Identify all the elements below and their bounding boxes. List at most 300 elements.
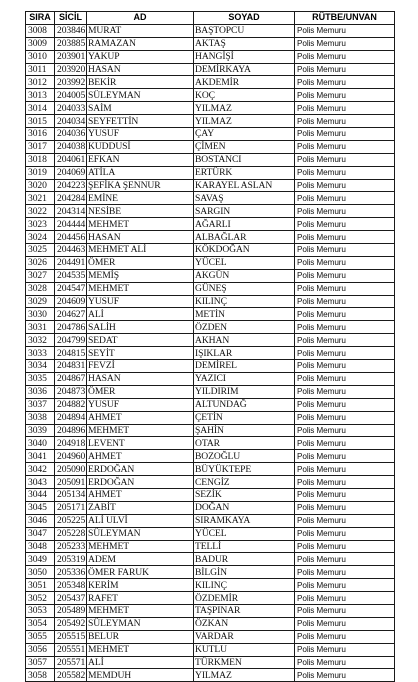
cell-sira: 3020 <box>26 179 55 192</box>
cell-soyad: SAVAŞ <box>194 192 295 205</box>
cell-sicil: 204038 <box>55 140 87 153</box>
cell-soyad: SEZİK <box>194 488 295 501</box>
cell-sira: 3022 <box>26 205 55 218</box>
cell-soyad: DOĞAN <box>194 501 295 514</box>
cell-rutbe: Polis Memuru <box>295 450 395 463</box>
cell-ad: EMİNE <box>87 192 194 205</box>
cell-soyad: AĞARLI <box>194 218 295 231</box>
cell-sicil: 203846 <box>55 24 87 37</box>
table-row <box>26 592 395 605</box>
cell-soyad: YÜCEL <box>194 256 295 269</box>
cell-ad: ÖMER <box>87 256 194 269</box>
cell-sicil: 204491 <box>55 256 87 269</box>
cell-ad: HASAN <box>87 372 194 385</box>
table-row <box>26 256 395 269</box>
cell-ad: MEHMET <box>87 424 194 437</box>
cell-sicil: 204314 <box>55 205 87 218</box>
cell-sicil: 204033 <box>55 102 87 115</box>
table-row <box>26 617 395 630</box>
cell-sira: 3013 <box>26 89 55 102</box>
cell-sira: 3036 <box>26 385 55 398</box>
table-row <box>26 424 395 437</box>
cell-ad: SÜLEYMAN <box>87 527 194 540</box>
cell-soyad: SARGIN <box>194 205 295 218</box>
cell-sira: 3025 <box>26 244 55 257</box>
cell-ad: MEMDUH <box>87 669 194 682</box>
cell-soyad: DEMİRKAYA <box>194 63 295 76</box>
cell-sicil: 204627 <box>55 308 87 321</box>
cell-rutbe: Polis Memuru <box>295 501 395 514</box>
cell-sicil: 204786 <box>55 321 87 334</box>
cell-rutbe: Polis Memuru <box>295 244 395 257</box>
cell-ad: NESİBE <box>87 205 194 218</box>
cell-sira: 3023 <box>26 218 55 231</box>
cell-sira: 3021 <box>26 192 55 205</box>
cell-soyad: YILDIRIM <box>194 385 295 398</box>
cell-soyad: BÜYÜKTEPE <box>194 463 295 476</box>
table-row <box>26 321 395 334</box>
cell-ad: ZABİT <box>87 501 194 514</box>
cell-sicil: 205233 <box>55 540 87 553</box>
cell-ad: SALİH <box>87 321 194 334</box>
cell-ad: YUSUF <box>87 295 194 308</box>
table-row <box>26 37 395 50</box>
cell-ad: ERDOĞAN <box>87 476 194 489</box>
cell-sicil: 205551 <box>55 643 87 656</box>
cell-soyad: BOZOĞLU <box>194 450 295 463</box>
table-row <box>26 295 395 308</box>
cell-sicil: 203920 <box>55 63 87 76</box>
cell-sicil: 204061 <box>55 153 87 166</box>
table-row <box>26 102 395 115</box>
table-row <box>26 308 395 321</box>
cell-ad: ALİ <box>87 656 194 669</box>
cell-ad: RAFET <box>87 592 194 605</box>
table-row <box>26 372 395 385</box>
header-rutbe-unvan: RÜTBE/UNVAN <box>295 12 395 25</box>
cell-rutbe: Polis Memuru <box>295 527 395 540</box>
cell-rutbe: Polis Memuru <box>295 334 395 347</box>
cell-sira: 3042 <box>26 463 55 476</box>
personnel-list-sheet <box>25 11 394 682</box>
cell-sira: 3010 <box>26 50 55 63</box>
table-row <box>26 476 395 489</box>
table-row <box>26 153 395 166</box>
cell-ad: YUSUF <box>87 398 194 411</box>
cell-sira: 3040 <box>26 437 55 450</box>
cell-ad: EFKAN <box>87 153 194 166</box>
cell-ad: ÖMER <box>87 385 194 398</box>
cell-rutbe: Polis Memuru <box>295 37 395 50</box>
cell-ad: AHMET <box>87 488 194 501</box>
cell-rutbe: Polis Memuru <box>295 308 395 321</box>
cell-rutbe: Polis Memuru <box>295 360 395 373</box>
table-row <box>26 411 395 424</box>
cell-soyad: BİLGİN <box>194 566 295 579</box>
cell-sira: 3058 <box>26 669 55 682</box>
cell-soyad: KUTLU <box>194 643 295 656</box>
cell-ad: ALİ <box>87 308 194 321</box>
cell-soyad: BADUR <box>194 553 295 566</box>
cell-soyad: YÜCEL <box>194 527 295 540</box>
cell-ad: ERDOĞAN <box>87 463 194 476</box>
cell-rutbe: Polis Memuru <box>295 76 395 89</box>
cell-soyad: YILMAZ <box>194 102 295 115</box>
table-row <box>26 450 395 463</box>
cell-ad: KUDDUSİ <box>87 140 194 153</box>
table-row <box>26 656 395 669</box>
cell-rutbe: Polis Memuru <box>295 63 395 76</box>
cell-ad: ALİ ULVİ <box>87 514 194 527</box>
cell-rutbe: Polis Memuru <box>295 102 395 115</box>
table-row <box>26 604 395 617</box>
cell-sira: 3046 <box>26 514 55 527</box>
cell-rutbe: Polis Memuru <box>295 630 395 643</box>
cell-sira: 3047 <box>26 527 55 540</box>
cell-ad: HASAN <box>87 63 194 76</box>
cell-rutbe: Polis Memuru <box>295 643 395 656</box>
table-row <box>26 398 395 411</box>
cell-soyad: ERTÜRK <box>194 166 295 179</box>
cell-soyad: ÇAY <box>194 128 295 141</box>
cell-sira: 3028 <box>26 282 55 295</box>
cell-sicil: 204005 <box>55 89 87 102</box>
cell-ad: SEDAT <box>87 334 194 347</box>
table-body <box>26 24 395 681</box>
cell-sicil: 205091 <box>55 476 87 489</box>
table-row <box>26 63 395 76</box>
cell-rutbe: Polis Memuru <box>295 166 395 179</box>
cell-rutbe: Polis Memuru <box>295 153 395 166</box>
cell-ad: BELUR <box>87 630 194 643</box>
cell-rutbe: Polis Memuru <box>295 437 395 450</box>
cell-sicil: 204831 <box>55 360 87 373</box>
cell-sicil: 204535 <box>55 269 87 282</box>
cell-sicil: 205171 <box>55 501 87 514</box>
header-sira: SIRA <box>26 12 55 25</box>
cell-sicil: 204882 <box>55 398 87 411</box>
cell-rutbe: Polis Memuru <box>295 179 395 192</box>
cell-ad: BEKİR <box>87 76 194 89</box>
cell-ad: SEYFETTİN <box>87 115 194 128</box>
cell-soyad: KILINÇ <box>194 579 295 592</box>
header-ad: AD <box>87 12 194 25</box>
cell-sicil: 205515 <box>55 630 87 643</box>
cell-sicil: 205225 <box>55 514 87 527</box>
cell-ad: FEVZİ <box>87 360 194 373</box>
cell-ad: SEYİT <box>87 347 194 360</box>
cell-rutbe: Polis Memuru <box>295 463 395 476</box>
cell-sira: 3054 <box>26 617 55 630</box>
table-row <box>26 463 395 476</box>
cell-sira: 3008 <box>26 24 55 37</box>
table-row <box>26 514 395 527</box>
cell-rutbe: Polis Memuru <box>295 218 395 231</box>
header-soyad: SOYAD <box>194 12 295 25</box>
cell-rutbe: Polis Memuru <box>295 617 395 630</box>
table-row <box>26 437 395 450</box>
table-row <box>26 579 395 592</box>
cell-soyad: ALTUNDAĞ <box>194 398 295 411</box>
cell-ad: MURAT <box>87 24 194 37</box>
cell-sicil: 205319 <box>55 553 87 566</box>
cell-ad: KERİM <box>87 579 194 592</box>
cell-rutbe: Polis Memuru <box>295 514 395 527</box>
cell-sicil: 204799 <box>55 334 87 347</box>
cell-sicil: 204223 <box>55 179 87 192</box>
cell-soyad: OTAR <box>194 437 295 450</box>
cell-soyad: ÇETİN <box>194 411 295 424</box>
cell-sira: 3012 <box>26 76 55 89</box>
cell-sira: 3026 <box>26 256 55 269</box>
cell-sira: 3011 <box>26 63 55 76</box>
cell-rutbe: Polis Memuru <box>295 385 395 398</box>
personnel-table <box>25 11 395 682</box>
cell-sira: 3035 <box>26 372 55 385</box>
cell-soyad: AKGÜN <box>194 269 295 282</box>
cell-soyad: YILMAZ <box>194 669 295 682</box>
cell-ad: YAKUP <box>87 50 194 63</box>
table-row <box>26 192 395 205</box>
table-row <box>26 360 395 373</box>
cell-rutbe: Polis Memuru <box>295 540 395 553</box>
cell-ad: SAİM <box>87 102 194 115</box>
table-row <box>26 218 395 231</box>
cell-rutbe: Polis Memuru <box>295 205 395 218</box>
cell-sicil: 205437 <box>55 592 87 605</box>
cell-rutbe: Polis Memuru <box>295 604 395 617</box>
cell-rutbe: Polis Memuru <box>295 347 395 360</box>
cell-rutbe: Polis Memuru <box>295 321 395 334</box>
cell-sira: 3014 <box>26 102 55 115</box>
table-row <box>26 385 395 398</box>
cell-ad: ADEM <box>87 553 194 566</box>
cell-sira: 3051 <box>26 579 55 592</box>
cell-soyad: ÖZDEMİR <box>194 592 295 605</box>
cell-sira: 3034 <box>26 360 55 373</box>
cell-rutbe: Polis Memuru <box>295 89 395 102</box>
cell-soyad: IŞIKLAR <box>194 347 295 360</box>
cell-sicil: 203992 <box>55 76 87 89</box>
cell-soyad: GÜNEŞ <box>194 282 295 295</box>
cell-sira: 3041 <box>26 450 55 463</box>
table-row <box>26 669 395 682</box>
cell-sira: 3053 <box>26 604 55 617</box>
cell-sicil: 204609 <box>55 295 87 308</box>
cell-soyad: TÜRKMEN <box>194 656 295 669</box>
cell-ad: MEHMET <box>87 218 194 231</box>
cell-rutbe: Polis Memuru <box>295 398 395 411</box>
table-row <box>26 334 395 347</box>
cell-sira: 3018 <box>26 153 55 166</box>
cell-soyad: KÖKDOĞAN <box>194 244 295 257</box>
cell-ad: RAMAZAN <box>87 37 194 50</box>
table-row <box>26 282 395 295</box>
table-row <box>26 231 395 244</box>
cell-sira: 3016 <box>26 128 55 141</box>
cell-sira: 3024 <box>26 231 55 244</box>
cell-soyad: YAZICI <box>194 372 295 385</box>
cell-soyad: DEMİREL <box>194 360 295 373</box>
cell-ad: LEVENT <box>87 437 194 450</box>
cell-soyad: AKDEMİR <box>194 76 295 89</box>
table-row <box>26 630 395 643</box>
cell-rutbe: Polis Memuru <box>295 24 395 37</box>
cell-ad: SÜLEYMAN <box>87 89 194 102</box>
cell-soyad: KARAYEL ASLAN <box>194 179 295 192</box>
table-row <box>26 89 395 102</box>
table-row <box>26 244 395 257</box>
cell-sicil: 204444 <box>55 218 87 231</box>
cell-soyad: KOÇ <box>194 89 295 102</box>
cell-sicil: 204896 <box>55 424 87 437</box>
cell-soyad: AKHAN <box>194 334 295 347</box>
cell-soyad: ALBAĞLAR <box>194 231 295 244</box>
cell-rutbe: Polis Memuru <box>295 669 395 682</box>
cell-ad: AHMET <box>87 450 194 463</box>
table-row <box>26 527 395 540</box>
cell-sira: 3055 <box>26 630 55 643</box>
cell-sira: 3048 <box>26 540 55 553</box>
cell-rutbe: Polis Memuru <box>295 476 395 489</box>
cell-rutbe: Polis Memuru <box>295 269 395 282</box>
cell-sicil: 204873 <box>55 385 87 398</box>
header-sicil: SİCİL <box>55 12 87 25</box>
cell-ad: ÖMER FARUK <box>87 566 194 579</box>
table-row <box>26 166 395 179</box>
cell-sira: 3027 <box>26 269 55 282</box>
cell-rutbe: Polis Memuru <box>295 231 395 244</box>
cell-ad: ATİLA <box>87 166 194 179</box>
cell-rutbe: Polis Memuru <box>295 656 395 669</box>
cell-rutbe: Polis Memuru <box>295 128 395 141</box>
table-row <box>26 269 395 282</box>
cell-rutbe: Polis Memuru <box>295 372 395 385</box>
cell-sira: 3019 <box>26 166 55 179</box>
table-row <box>26 140 395 153</box>
cell-rutbe: Polis Memuru <box>295 566 395 579</box>
cell-sira: 3038 <box>26 411 55 424</box>
cell-sira: 3045 <box>26 501 55 514</box>
cell-soyad: BOSTANCI <box>194 153 295 166</box>
cell-soyad: ÖZKAN <box>194 617 295 630</box>
cell-sicil: 205228 <box>55 527 87 540</box>
cell-sira: 3009 <box>26 37 55 50</box>
cell-sicil: 204284 <box>55 192 87 205</box>
cell-rutbe: Polis Memuru <box>295 282 395 295</box>
cell-rutbe: Polis Memuru <box>295 579 395 592</box>
table-row <box>26 76 395 89</box>
cell-rutbe: Polis Memuru <box>295 592 395 605</box>
cell-sicil: 205348 <box>55 579 87 592</box>
cell-ad: YUSUF <box>87 128 194 141</box>
cell-sira: 3057 <box>26 656 55 669</box>
cell-sira: 3029 <box>26 295 55 308</box>
cell-sira: 3032 <box>26 334 55 347</box>
cell-sira: 3039 <box>26 424 55 437</box>
cell-soyad: AKTAŞ <box>194 37 295 50</box>
cell-sicil: 204069 <box>55 166 87 179</box>
cell-sicil: 203901 <box>55 50 87 63</box>
cell-soyad: HANGİŞİ <box>194 50 295 63</box>
cell-ad: HASAN <box>87 231 194 244</box>
cell-sira: 3052 <box>26 592 55 605</box>
cell-ad: MEHMET <box>87 604 194 617</box>
cell-sicil: 205492 <box>55 617 87 630</box>
cell-sicil: 204894 <box>55 411 87 424</box>
cell-sicil: 204456 <box>55 231 87 244</box>
cell-sira: 3037 <box>26 398 55 411</box>
cell-sira: 3031 <box>26 321 55 334</box>
cell-ad: ŞEFİKA ŞENNUR <box>87 179 194 192</box>
cell-soyad: VARDAR <box>194 630 295 643</box>
cell-sicil: 205582 <box>55 669 87 682</box>
cell-rutbe: Polis Memuru <box>295 488 395 501</box>
cell-soyad: BAŞTOPCU <box>194 24 295 37</box>
cell-soyad: KILINÇ <box>194 295 295 308</box>
cell-ad: AHMET <box>87 411 194 424</box>
table-row <box>26 128 395 141</box>
cell-sicil: 205336 <box>55 566 87 579</box>
cell-sicil: 205090 <box>55 463 87 476</box>
cell-sicil: 203885 <box>55 37 87 50</box>
cell-ad: MEMİŞ <box>87 269 194 282</box>
table-row <box>26 643 395 656</box>
table-row <box>26 540 395 553</box>
cell-sira: 3015 <box>26 115 55 128</box>
cell-soyad: METİN <box>194 308 295 321</box>
cell-rutbe: Polis Memuru <box>295 424 395 437</box>
cell-ad: SÜLEYMAN <box>87 617 194 630</box>
table-row <box>26 566 395 579</box>
cell-sicil: 205571 <box>55 656 87 669</box>
cell-soyad: TAŞPINAR <box>194 604 295 617</box>
cell-sira: 3017 <box>26 140 55 153</box>
cell-soyad: YILMAZ <box>194 115 295 128</box>
cell-sira: 3056 <box>26 643 55 656</box>
table-row <box>26 24 395 37</box>
cell-sicil: 204960 <box>55 450 87 463</box>
table-row <box>26 553 395 566</box>
cell-sicil: 204036 <box>55 128 87 141</box>
cell-sira: 3030 <box>26 308 55 321</box>
cell-rutbe: Polis Memuru <box>295 115 395 128</box>
cell-sicil: 204918 <box>55 437 87 450</box>
cell-sira: 3043 <box>26 476 55 489</box>
cell-sicil: 204463 <box>55 244 87 257</box>
cell-sicil: 204815 <box>55 347 87 360</box>
cell-rutbe: Polis Memuru <box>295 295 395 308</box>
cell-soyad: CENGİZ <box>194 476 295 489</box>
cell-soyad: ŞAHİN <box>194 424 295 437</box>
table-row <box>26 115 395 128</box>
cell-rutbe: Polis Memuru <box>295 50 395 63</box>
cell-sicil: 204034 <box>55 115 87 128</box>
cell-sicil: 204867 <box>55 372 87 385</box>
table-row <box>26 205 395 218</box>
cell-ad: MEHMET <box>87 643 194 656</box>
table-row <box>26 50 395 63</box>
cell-sira: 3049 <box>26 553 55 566</box>
cell-ad: MEHMET ALİ <box>87 244 194 257</box>
table-row <box>26 488 395 501</box>
cell-rutbe: Polis Memuru <box>295 256 395 269</box>
cell-soyad: ÇİMEN <box>194 140 295 153</box>
cell-sira: 3050 <box>26 566 55 579</box>
cell-rutbe: Polis Memuru <box>295 140 395 153</box>
table-header-row <box>26 12 395 25</box>
cell-soyad: TELLİ <box>194 540 295 553</box>
